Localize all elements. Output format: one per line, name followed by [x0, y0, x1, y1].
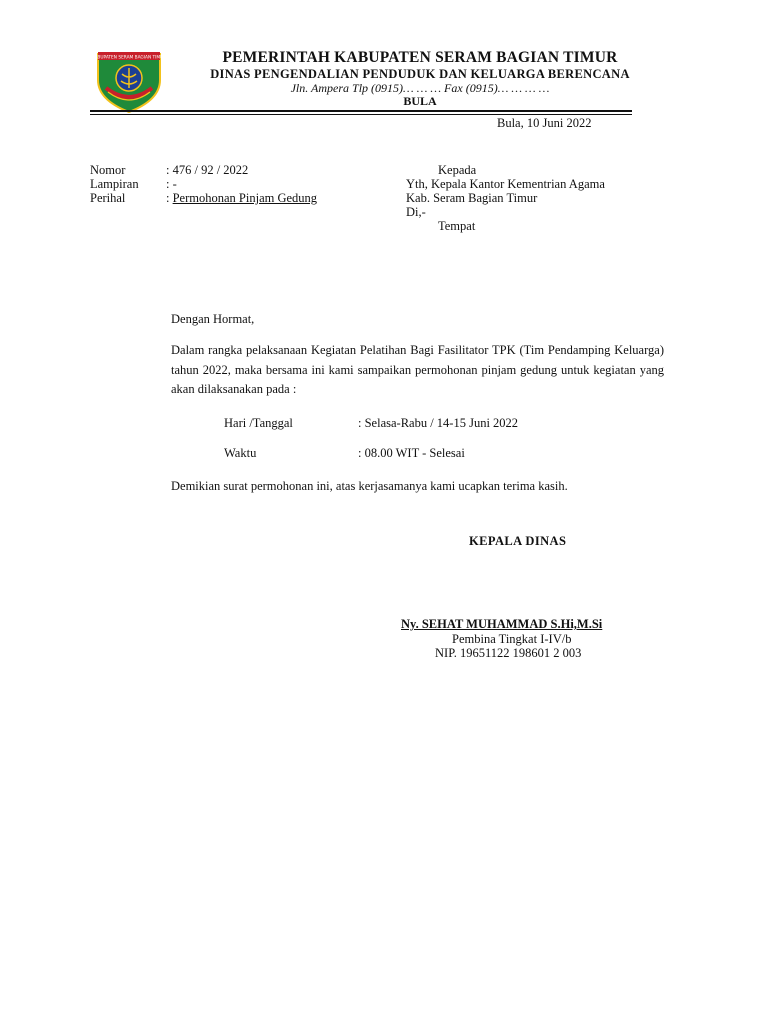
recipient-line3: Di,-: [406, 205, 426, 219]
body-paragraph: Dalam rangka pelaksanaan Kegiatan Pelatihan Bagi Fasilitator TPK (Tim Pendamping Keluarga) tahun 2022, maka bersama ini kami sampaikan permohonan pinjam gedung untuk kegiatan yang akan dilaksanakan pada :: [171, 343, 664, 396]
meta-value-lampiran: : -: [166, 177, 177, 191]
recipient-line1: Yth, Kepala Kantor Kementrian Agama: [406, 177, 605, 191]
signatory-nip: NIP. 19651122 198601 2 003: [435, 646, 582, 660]
recipient-line2: Kab. Seram Bagian Timur: [406, 191, 538, 205]
letterhead-city: BULA: [403, 94, 437, 108]
letterhead-government: PEMERINTAH KABUPATEN SERAM BAGIAN TIMUR: [222, 49, 618, 66]
letterhead-rule-thin: [90, 114, 632, 115]
logo-banner-text: KABUPATEN SERAM BAGIAN TIMUR: [94, 55, 164, 61]
meta-value-nomor: : 476 / 92 / 2022: [166, 163, 249, 177]
signatory-rank: Pembina Tingkat I-IV/b: [452, 632, 572, 646]
meta-label-lampiran: Lampiran: [90, 177, 139, 191]
letterhead-address: Jln. Ampera Tlp (0915)… … … Fax (0915)… … … …: [290, 81, 550, 95]
detail-value-date: : Selasa-Rabu / 14-15 Juni 2022: [358, 416, 519, 430]
signatory-name: Ny. SEHAT MUHAMMAD S.Hi,M.Si: [401, 617, 603, 631]
recipient-line4: Tempat: [438, 219, 476, 233]
salutation: Dengan Hormat,: [171, 312, 255, 326]
meta-label-nomor: Nomor: [90, 163, 126, 177]
signatory-title: KEPALA DINAS: [469, 534, 567, 548]
letter-date: Bula, 10 Juni 2022: [497, 116, 592, 130]
detail-value-time: : 08.00 WIT - Selesai: [358, 446, 465, 460]
detail-label-date: Hari /Tanggal: [224, 416, 293, 430]
meta-perihal-colon: :: [166, 191, 173, 205]
detail-label-time: Waktu: [224, 446, 257, 460]
letterhead-rule-thick: [90, 110, 632, 112]
meta-perihal-subject: Permohonan Pinjam Gedung: [172, 191, 318, 205]
recipient-kepada: Kepada: [438, 163, 477, 177]
letterhead-agency: DINAS PENGENDALIAN PENDUDUK DAN KELUARGA BERENCANA: [210, 67, 630, 81]
meta-label-perihal: Perihal: [90, 191, 126, 205]
closing-sentence: Demikian surat permohonan ini, atas kerjasamanya kami ucapkan terima kasih.: [171, 479, 568, 493]
meta-value-perihal: [166, 191, 317, 206]
